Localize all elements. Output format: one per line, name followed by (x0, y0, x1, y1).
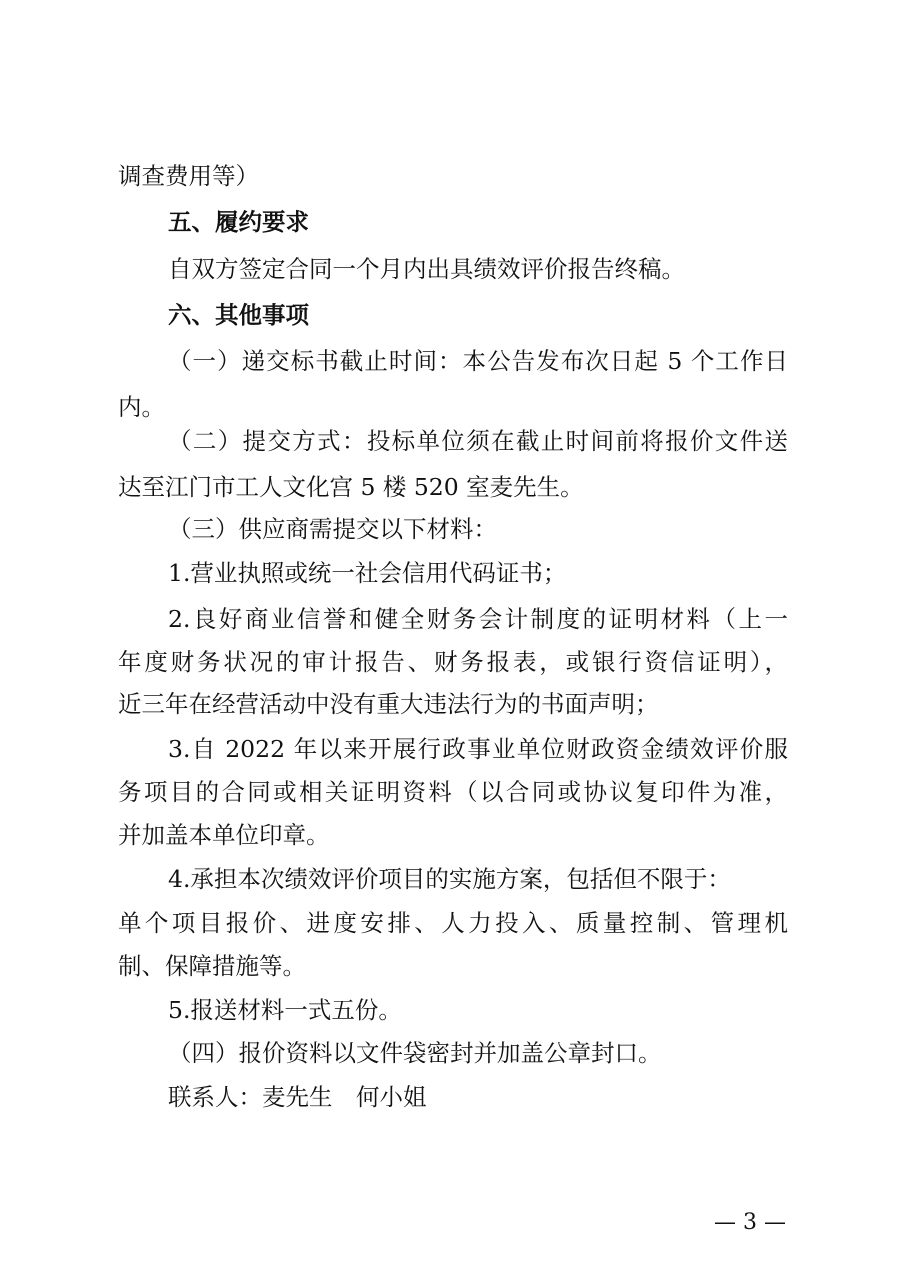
list-item: 4.承担本次绩效评价项目的实施方案，包括但不限于： (168, 865, 731, 893)
section-heading-performance: 五、履约要求 (168, 208, 309, 236)
page-number: — 3 — (714, 1210, 786, 1235)
paragraph-line: 调查费用等） (118, 162, 259, 190)
list-item: 1.营业执照或统一社会信用代码证书； (168, 559, 567, 587)
paragraph-line: 自双方签定合同一个月内出具绩效评价报告终稿。 (168, 255, 685, 283)
paragraph-line: 达至江门市工人文化宫 5 楼 520 室麦先生。 (118, 473, 584, 501)
paragraph-line: （四）报价资料以文件袋密封并加盖公章封口。 (168, 1039, 662, 1067)
paragraph-line: 制、保障措施等。 (118, 952, 306, 980)
paragraph-line: （一）递交标书截止时间：本公告发布次日起 5 个工作日 (168, 347, 788, 375)
list-item: 3.自 2022 年以来开展行政事业单位财政资金绩效评价服 (168, 735, 788, 763)
paragraph-line: 年度财务状况的审计报告、财务报表，或银行资信证明）， (118, 648, 788, 676)
section-heading-other: 六、其他事项 (168, 301, 309, 329)
paragraph-line: （三）供应商需提交以下材料： (168, 515, 497, 543)
paragraph-line: 内。 (118, 393, 165, 421)
contact-line: 联系人：麦先生 何小姐 (168, 1083, 427, 1111)
paragraph-line: （二）提交方式：投标单位须在截止时间前将报价文件送 (168, 427, 788, 455)
paragraph-line: 单个项目报价、进度安排、人力投入、质量控制、管理机 (118, 909, 788, 937)
list-item: 5.报送材料一式五份。 (168, 996, 402, 1024)
paragraph-line: 近三年在经营活动中没有重大违法行为的书面声明； (118, 690, 659, 718)
paragraph-line: 并加盖本单位印章。 (118, 821, 330, 849)
paragraph-line: 务项目的合同或相关证明资料（以合同或协议复印件为准， (118, 778, 788, 806)
list-item: 2.良好商业信誉和健全财务会计制度的证明材料（上一 (168, 605, 788, 633)
